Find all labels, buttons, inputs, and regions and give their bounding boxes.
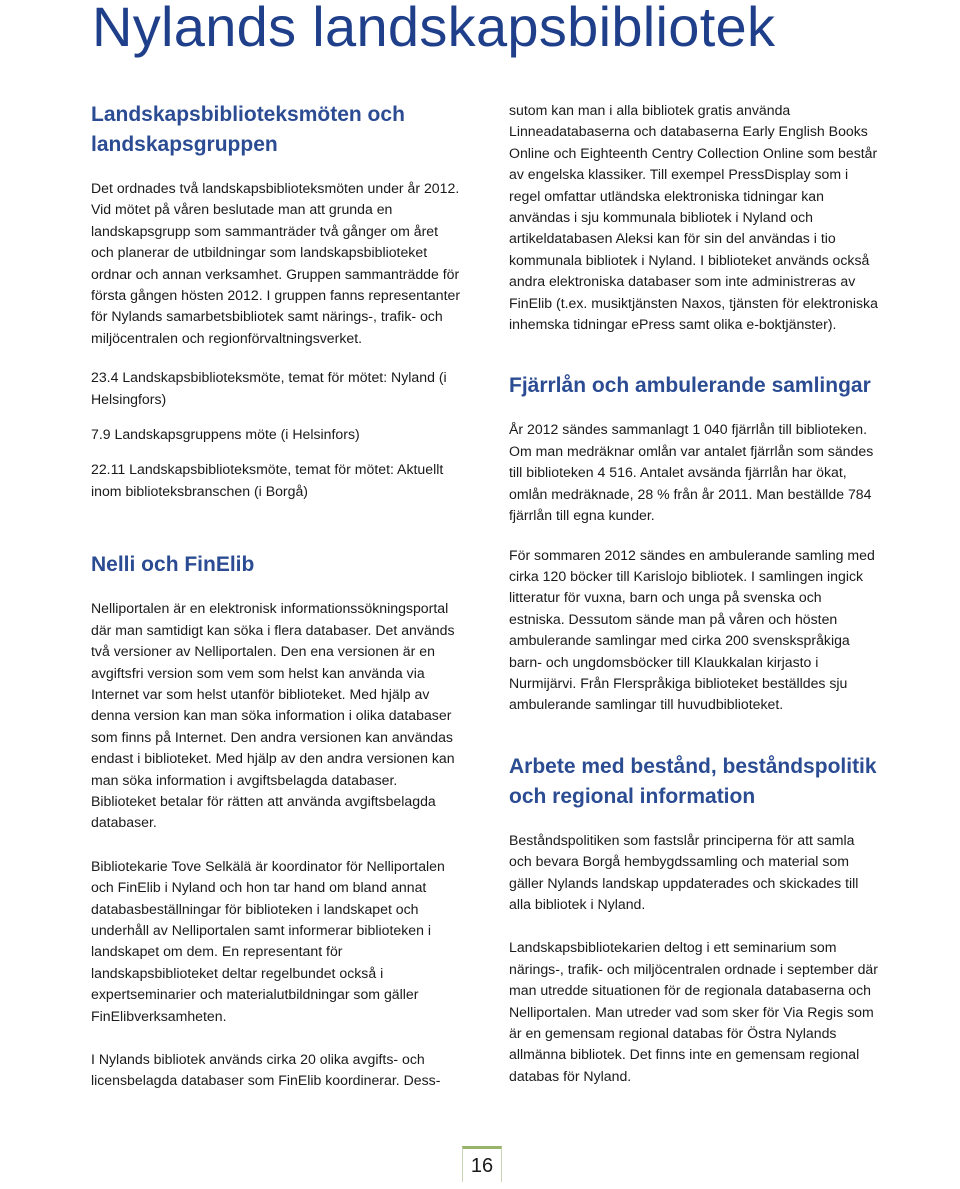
right-column	[509, 100, 879, 1087]
paragraph-fjarrlan-2012: År 2012 sändes sammanlagt 1 040 fjärrlån till biblioteken. Om man medräknar omlån var antalet fjärrlån som sändes till biblioteken 4 516. Antalet avsända fjärrlån har ökat, omlån medräknade, 28 % från år 2011. Man beställde 784 fjärrlån till egna kunder.	[509, 421, 874, 524]
masthead-title: Nylands landskapsbibliotek	[92, 0, 776, 58]
heading-nelli-finelib: Nelli och FinElib	[91, 553, 255, 577]
meeting-item-1: 23.4 Landskapsbiblioteksmöte, temat för mötet: Nyland (i Helsingfors)	[91, 369, 447, 407]
paragraph-koordinator: Bibliotekarie Tove Selkälä är koordinator för Nelliportalen och FinElib i Nyland och hon tar hand om bland annat databasbeställningar för biblioteken i landskapet och underhåll av Nelliportalen samt informerar biblioteken i landskapet om dem. En representant för landskapsbiblioteket deltar regelbundet också i expertseminarier och materialutbildningar som gäller FinElibverksamheten.	[91, 857, 445, 1024]
paragraph-landskapsgrupp: Det ordnades två landskapsbiblioteksmöten under år 2012. Vid mötet på våren beslutade man att grunda en landskapsgrupp som sammanträder två gånger om året och planerar de utbildningar som landskapsbiblioteket ordnar och annan verksamhet. Gruppen sammanträdde för första gången hösten 2012. I gruppen fanns representanter för Nylands samarbetsbibliotek samt närings-, trafik- och miljöcentralen och regionförvaltningsverket.	[91, 180, 461, 346]
left-column	[91, 100, 463, 1092]
paragraph-databaser-continued: sutom kan man i alla bibliotek gratis använda Linneadatabaserna och databaserna Early English Books Online och Eighteenth Centry Collection Online som består av engelska klassiker. Till exempel PressDisplay som i regel omfattar utländska elektroniska tidningar kan användas i sju kommunala bibliotek i Nyland och artikeldatabasen Aleksi kan för sin del användas i tio kommunala bibliotek i Nyland. I biblioteket används också andra elektroniska databaser som inte administreras av FinElib (t.ex. musiktjänsten Naxos, tjänsten för elektroniska inhemska tidningar ePress samt olika e-boktjänster).	[509, 102, 878, 333]
heading-bestandspolitik: Arbete med bestånd, beståndspolitik och regional information	[509, 754, 877, 808]
heading-landskapsbiblioteksmoten: Landskapsbiblioteksmöten och landskapsgruppen	[91, 103, 405, 156]
paragraph-databaser: I Nylands bibliotek används cirka 20 olika avgifts- och licensbelagda databaser som FinElib koordinerar. Dess-	[91, 1051, 441, 1089]
meeting-item-2: 7.9 Landskapsgruppens möte (i Helsinfors)	[91, 426, 360, 443]
paragraph-ambulerande-samlingar: För sommaren 2012 sändes en ambulerande samling med cirka 120 böcker till Karislojo bibliotek. I samlingen ingick litteratur för vuxna, barn och unga på svenska och estniska. Dessutom sände man på våren och hösten ambulerande samlingar med cirka 200 svenskspråkiga barn- och ungdomsböcker till Klaukkalan kirjasto i Nurmijärvi. Från Flerspråkiga biblioteket beställdes sju ambulerande samlingar till huvudbiblioteket.	[509, 546, 875, 713]
heading-fjarrlan: Fjärrlån och ambulerande samlingar	[509, 374, 871, 398]
paragraph-bestandspolitiken: Beståndspolitiken som fastslår principerna för att samla och bevara Borgå hembygdssamling och material som gäller Nylands landskap uppdaterades och skickades till alla bibliotek i Nyland.	[509, 831, 859, 912]
page-number: 16	[462, 1146, 502, 1182]
paragraph-nelliportalen: Nelliportalen är en elektronisk informationssökningsportal där man samtidigt kan söka i flera databaser. Det används två versioner av Nelliportalen. Den ena versionen är en avgiftsfri version som vem som helst kan använda via Internet var som helst utanför biblioteket. Med hjälp av denna version kan man söka information i olika databaser som finns på Internet. Den andra versionen kan användas endast i biblioteket. Med hjälp av den andra versionen kan man söka information i avgiftsbelagda databaser. Biblioteket betalar för rätten att använda avgiftsbelagda databaser.	[91, 600, 455, 831]
meeting-item-3: 22.11 Landskapsbiblioteksmöte, temat för mötet: Aktuellt inom biblioteksbranschen (i Borgå)	[91, 461, 444, 499]
paragraph-seminarium: Landskapsbibliotekarien deltog i ett seminarium som närings-, trafik- och miljöcentralen ordnade i september där man utredde situationen för de regionala databaserna och Nelliportalen. Man utreder vad som sker för Via Regis som är en gemensam regional databas för Östra Nylands allmänna bibliotek. Det finns inte en gemensam regional databas för Nyland.	[509, 939, 878, 1084]
